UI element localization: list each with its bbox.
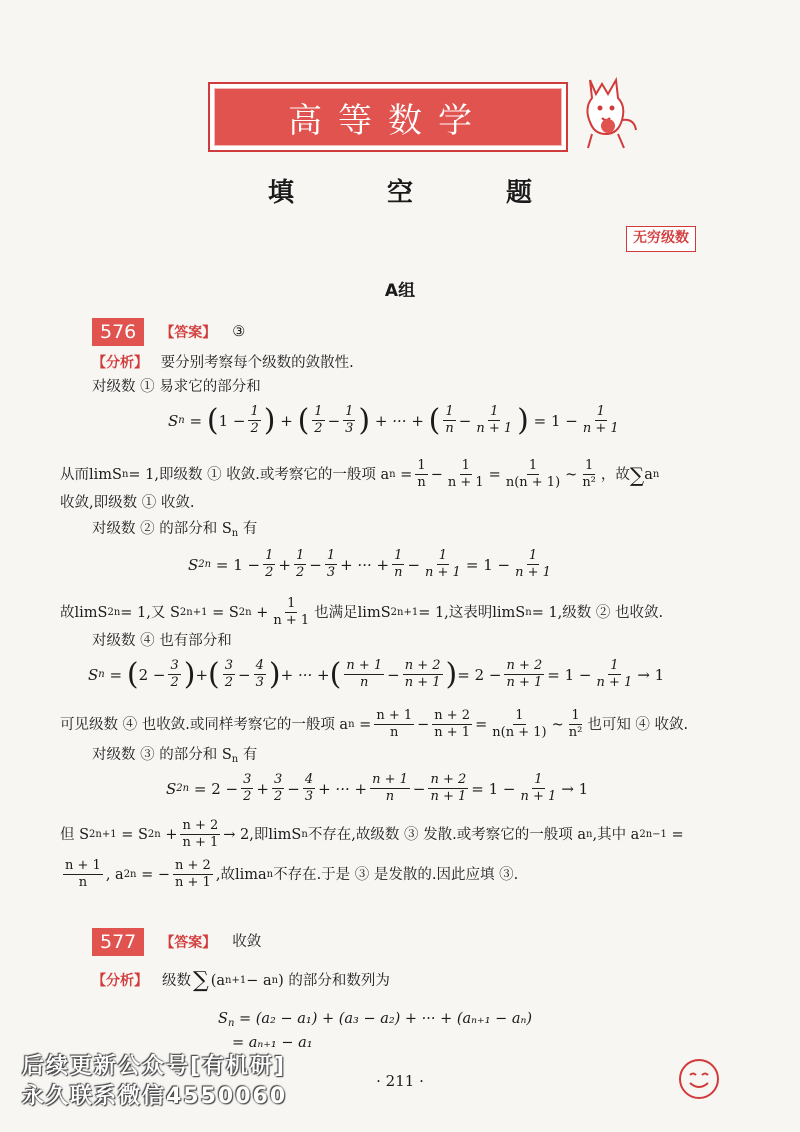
eq-s2: S 2n = 1 − $\frac{1}{2}$ + $\frac{1}{2}$ − $\frac{1}{3}$ + ··· + $\frac{1}{n}$ − $\frac{1}{n + 1}$ = 1 − $\frac{1}{n + 1}$	[188, 548, 551, 580]
q577-line2: = aₙ₊₁ − a₁	[232, 1035, 313, 1051]
q576-s3-conclusion: 但 S 2n+1 = S 2n + $\frac{n + 2}{n + 1}$ → 2,即limS n 不存在,故级数 ③ 发散.或考察它的一般项 a n ,其中 a 2n−1 =	[60, 818, 684, 850]
q576-s3-conclusion-2: $\frac{n + 1}{n}$ , a 2n = − $\frac{n + 2}{n + 1}$ ,故lima n 不存在.于是 ③ 是发散的.因此应填 ③.	[65, 858, 519, 890]
topic-tag: 无穷级数	[626, 226, 696, 252]
q577-line1: $S_n = (a_2 - a_1) + (a_3 - a_2)$ + ··· + (aₙ₊₁ − aₙ)	[218, 1011, 533, 1029]
q576-analysis	[92, 352, 354, 374]
q576-s2-intro: 对级数 ② 的部分和 $S_n$ 有	[92, 521, 258, 539]
mascot-icon	[572, 72, 642, 154]
q577-analysis-label: 【分析】	[92, 973, 148, 989]
q576-intro: 要分别考察每个级数的敛散性.	[160, 355, 354, 371]
q576-answer-label: 【答案】	[160, 325, 217, 341]
eq-s1: S n = ( 1 − $\frac{1}{2}$ ) + ( $\frac{1}{2}$ − $\frac{1}{3}$ ) + ··· + ( $\frac{1}{n}$ − $\frac{1}{n + 1}$ ) = 1 − $\frac{1}{n + 1}$	[168, 402, 619, 438]
q576-s4-conclusion: 可见级数 ④ 也收敛.或同样考察它的一般项 a n = $\frac{n + 1}{n}$ − $\frac{n + 2}{n + 1}$ = $\frac{1}{n(n + 1)}$ ~ $\frac{1}{\text{n²}}$ 也可知 ④ 收敛.	[60, 708, 689, 740]
banner	[208, 82, 568, 152]
q576-number: 576	[92, 318, 144, 346]
q577-answer: 收敛	[232, 934, 262, 950]
q577-answer-label: 【答案】	[160, 935, 217, 951]
watermark	[22, 1052, 287, 1112]
page-number: · 211 ·	[376, 1072, 424, 1090]
banner-title: 高等数学	[214, 88, 562, 146]
q577-header	[92, 928, 261, 956]
q576-s1-conclusion: 从而limS n = 1,即级数 ① 收敛.或考察它的一般项 a n = $\frac{1}{n}$ − $\frac{1}{n + 1}$ = $\frac{1}{n(n + 1)}$ ~ $\frac{1}{\text{n²}}$ ，故 ∑ a n	[60, 458, 660, 490]
eq-s3: S 2n = 2 − $\frac{3}{2}$ + $\frac{3}{2}$ − $\frac{4}{3}$ + ··· + $\frac{n + 1}{n}$ − $\frac{n + 2}{n + 1}$ = 1 − $\frac{1}{n + 1}$ → 1	[166, 772, 589, 804]
watermark-line-1: 后续更新公众号[有机研]	[22, 1054, 287, 1079]
q577-number: 577	[92, 928, 144, 956]
eq-s4: S n = ( 2 − $\frac{3}{2}$ ) + ( $\frac{3}{2}$ − $\frac{4}{3}$ ) + ··· + ( $\frac{n + 1}{n}$ − $\frac{n + 2}{n + 1}$ ) = 2 − $\frac{n + 2}{n + 1}$ = 1 − $\frac{1}{n + 1}$ → 1	[88, 656, 665, 692]
q576-s3-intro: 对级数 ③ 的部分和 $S_n$ 有	[92, 747, 258, 765]
q576-header	[92, 318, 245, 346]
q576-answer: ③	[232, 324, 246, 340]
watermark-line-2: 永久联系微信4550060	[22, 1084, 288, 1109]
section-title: 填 空 题	[267, 178, 575, 208]
group-heading: A组	[384, 281, 416, 301]
q576-s1-intro: 对级数 ① 易求它的部分和	[92, 379, 261, 395]
smiley-icon	[678, 1058, 720, 1100]
q576-analysis-label: 【分析】	[92, 355, 148, 371]
q576-s2-conclusion: 故limS 2n = 1,又 S 2n+1 = S 2n + $\frac{1}{n + 1}$ 也满足limS 2n+1 = 1,这表明limS n = 1,级数 ② 也收敛.	[60, 596, 664, 628]
q576-s1-conclusion-2: 收敛,即级数 ① 收敛.	[60, 495, 195, 511]
q577-analysis: 【分析】 级数 ∑ (a n+1 − a n ) 的部分和数列为	[92, 968, 390, 993]
q576-s4-intro: 对级数 ④ 也有部分和	[92, 633, 232, 649]
